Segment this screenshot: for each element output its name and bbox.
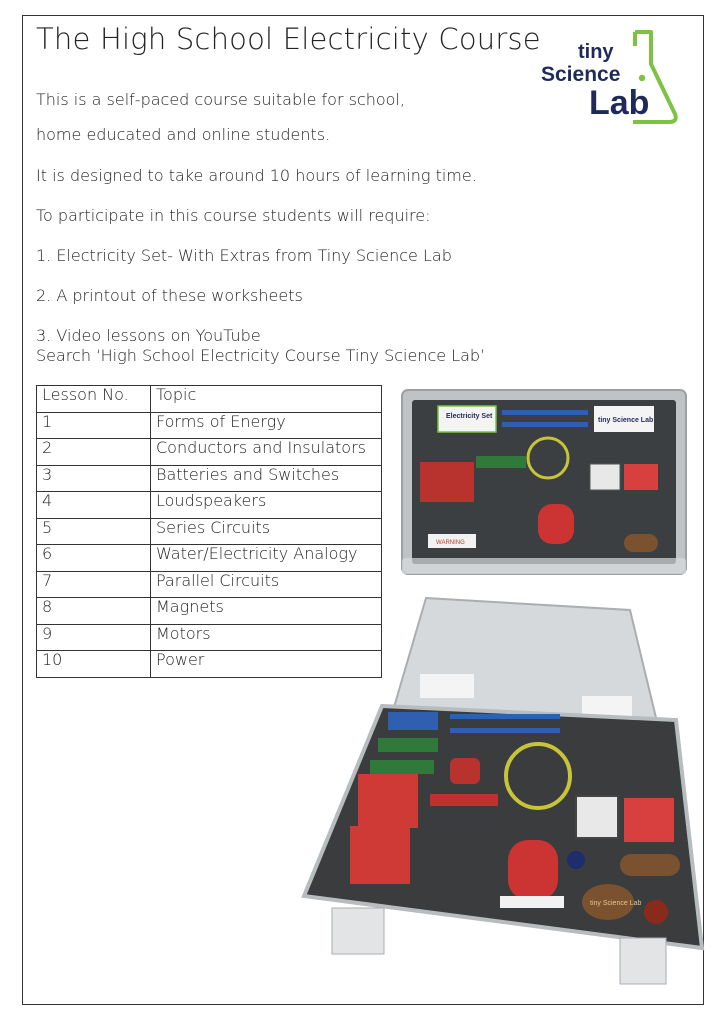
table-row [37, 571, 382, 598]
lesson-no: 5 [37, 518, 151, 545]
kit-open-badge: tiny Science Lab [590, 900, 642, 907]
table-row [37, 492, 382, 519]
lesson-no: 7 [37, 571, 151, 598]
intro-line-1: This is a self-paced course suitable for school, [36, 90, 405, 109]
lesson-no: 3 [37, 465, 151, 492]
lesson-no: 9 [37, 624, 151, 651]
requirement-3-search: Search ‘High School Electricity Course Tiny Science Lab’ [36, 346, 486, 365]
lesson-no: 10 [37, 651, 151, 678]
lesson-topic: Series Circuits [151, 518, 382, 545]
table-row [37, 465, 382, 492]
lesson-topic: Loudspeakers [151, 492, 382, 519]
kit-label-electricity-set: Electricity Set [446, 413, 493, 420]
lesson-no: 4 [37, 492, 151, 519]
table-row [37, 518, 382, 545]
requirement-3: 3. Video lessons on YouTube [36, 326, 261, 345]
closed-kit-photo [398, 386, 690, 578]
logo-word-lab: Lab [589, 84, 650, 122]
kit-warning-label: WARNING [436, 540, 465, 546]
lesson-topic: Conductors and Insulators [151, 439, 382, 466]
lesson-no: 2 [37, 439, 151, 466]
intro-line-4: To participate in this course students will require: [36, 206, 431, 225]
lesson-topic: Power [151, 651, 382, 678]
logo-word-science: Science [541, 63, 621, 86]
open-kit-photo [300, 596, 706, 996]
requirement-2: 2. A printout of these worksheets [36, 286, 303, 305]
table-row [37, 412, 382, 439]
lesson-topic: Batteries and Switches [151, 465, 382, 492]
lesson-topic: Magnets [151, 598, 382, 625]
lesson-topic: Motors [151, 624, 382, 651]
intro-line-2: home educated and online students. [36, 125, 331, 144]
header-lesson-no: Lesson No. [37, 386, 151, 413]
table-row [37, 545, 382, 572]
kit-label-brand: tiny Science Lab [598, 417, 654, 424]
lesson-topic: Forms of Energy [151, 412, 382, 439]
lesson-no: 1 [37, 412, 151, 439]
page-title: The High School Electricity Course [36, 22, 541, 56]
intro-line-3: It is designed to take around 10 hours of learning time. [36, 166, 477, 185]
lesson-no: 6 [37, 545, 151, 572]
table-row [37, 439, 382, 466]
lesson-no: 8 [37, 598, 151, 625]
logo-word-tiny: tiny [578, 41, 614, 63]
requirement-1: 1. Electricity Set- With Extras from Tiny Science Lab [36, 246, 452, 265]
header-topic: Topic [151, 386, 382, 413]
lesson-topic: Parallel Circuits [151, 571, 382, 598]
tiny-science-lab-logo [535, 28, 685, 128]
table-header-row [37, 386, 382, 413]
lesson-topic: Water/Electricity Analogy [151, 545, 382, 572]
